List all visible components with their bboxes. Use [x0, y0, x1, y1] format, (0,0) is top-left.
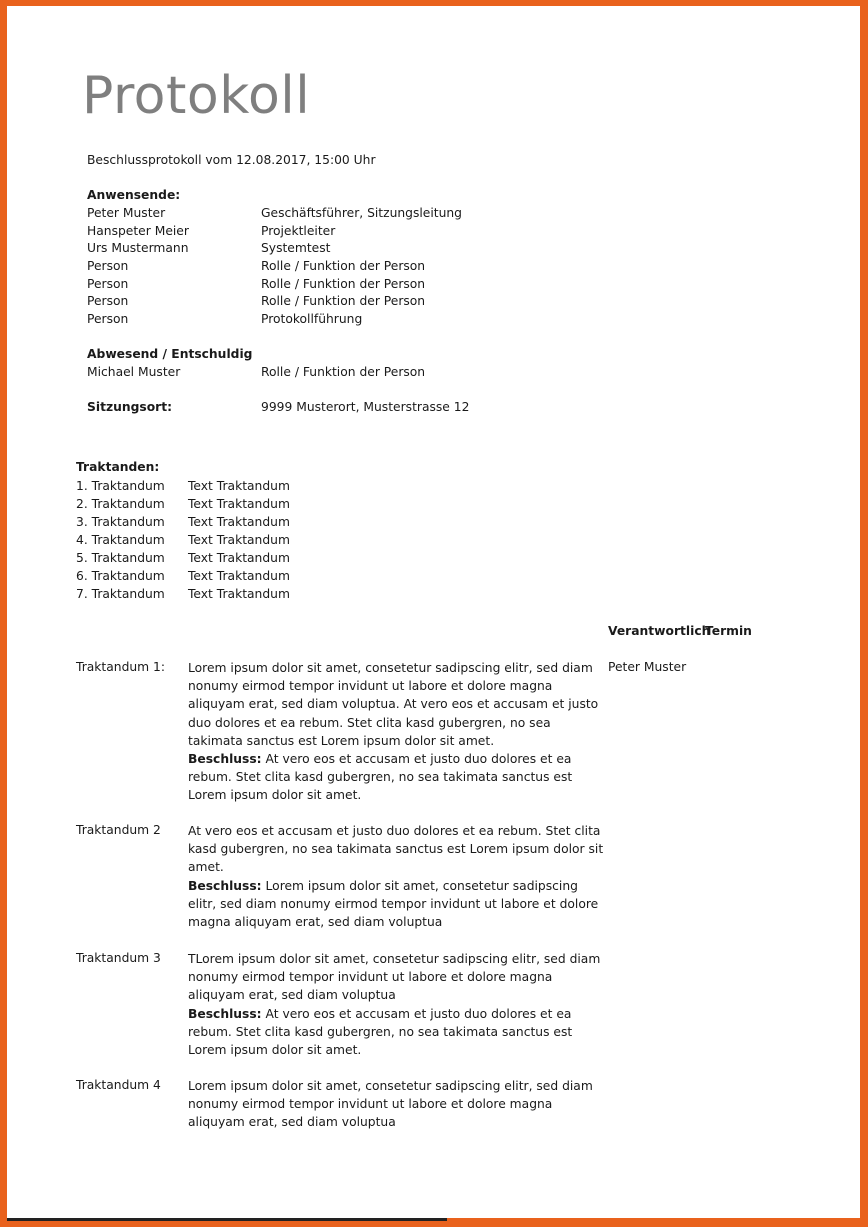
decision-text: At vero eos et accusam et justo duo dolores et ea rebum. Stet clita kasd gubergren, no sea takimata sanctus est Lorem ipsum dolor sit amet.	[188, 1006, 573, 1058]
decision-label: Beschluss:	[188, 878, 262, 893]
entry-text: TLorem ipsum dolor sit amet, consetetur sadipscing elitr, sed diam nonumy eirmod tempor invidunt ut labore et dolore magna aliquyam erat, sed diam voluptua	[188, 952, 601, 1003]
present-role: Systemtest	[261, 241, 331, 255]
present-name: Peter Muster	[87, 206, 166, 220]
present-heading: Anwensende:	[87, 188, 181, 202]
present-name: Urs Mustermann	[87, 241, 189, 255]
present-role: Rolle / Funktion der Person	[261, 259, 426, 273]
present-role: Geschäftsführer, Sitzungsleitung	[261, 206, 462, 220]
absent-heading: Abwesend / Entschuldig	[87, 347, 253, 361]
entry-body	[188, 822, 608, 931]
present-role: Protokollführung	[261, 312, 363, 326]
decision-text: At vero eos et accusam et justo duo dolores et ea rebum. Stet clita kasd gubergren, no sea takimata sanctus est Lorem ipsum dolor sit amet.	[188, 752, 573, 803]
present-name: Person	[87, 259, 129, 273]
column-header-deadline: Termin	[705, 624, 752, 638]
present-role: Rolle / Funktion der Person	[261, 277, 426, 291]
page-title: Protokoll	[82, 66, 311, 126]
page-bottom-rule	[7, 1218, 447, 1221]
agenda-item-text: Text Traktandum	[188, 497, 290, 511]
location-value: 9999 Musterort, Musterstrasse 12	[261, 400, 470, 414]
agenda-heading: Traktanden:	[76, 460, 160, 474]
present-name: Person	[87, 294, 129, 308]
entry-label: Traktandum 4	[76, 1078, 161, 1092]
entry-body	[188, 950, 608, 1059]
agenda-item-text: Text Traktandum	[188, 587, 290, 601]
present-name: Person	[87, 277, 129, 291]
entry-body	[188, 1077, 608, 1132]
present-role: Rolle / Funktion der Person	[261, 294, 426, 308]
agenda-item-number: 5. Traktandum	[76, 551, 165, 565]
agenda-item-number: 7. Traktandum	[76, 587, 165, 601]
present-name: Hanspeter Meier	[87, 224, 189, 238]
agenda-item-number: 2. Traktandum	[76, 497, 165, 511]
decision-text: Lorem ipsum dolor sit amet, consetetur sadipscing elitr, sed diam nonumy eirmod tempor invidunt ut labore et dolore magna aliquyam erat, sed diam voluptua	[188, 878, 599, 930]
location-label: Sitzungsort:	[87, 400, 173, 414]
entry-label: Traktandum 1:	[76, 660, 166, 674]
entry-body	[188, 659, 608, 805]
entry-label: Traktandum 2	[76, 823, 161, 837]
present-role: Projektleiter	[261, 224, 336, 238]
agenda-item-number: 6. Traktandum	[76, 569, 165, 583]
agenda-item-number: 3. Traktandum	[76, 515, 165, 529]
agenda-item-text: Text Traktandum	[188, 569, 290, 583]
protocol-subtitle: Beschlussprotokoll vom 12.08.2017, 15:00 Uhr	[87, 153, 376, 167]
entry-text: At vero eos et accusam et justo duo dolores et ea rebum. Stet clita kasd gubergren, no sea takimata sanctus est Lorem ipsum dolor sit amet.	[188, 824, 604, 875]
agenda-item-text: Text Traktandum	[188, 515, 290, 529]
entry-text: Lorem ipsum dolor sit amet, consetetur sadipscing elitr, sed diam nonumy eirmod tempor invidunt ut labore et dolore magna aliquyam erat, sed diam voluptua	[188, 1079, 593, 1130]
agenda-item-number: 4. Traktandum	[76, 533, 165, 547]
decision-label: Beschluss:	[188, 1006, 262, 1021]
document-page	[7, 6, 860, 1218]
entry-responsible: Peter Muster	[608, 660, 687, 674]
decision-label: Beschluss:	[188, 752, 262, 767]
agenda-item-text: Text Traktandum	[188, 551, 290, 565]
agenda-item-text: Text Traktandum	[188, 479, 290, 493]
present-name: Person	[87, 312, 129, 326]
absent-name: Michael Muster	[87, 365, 181, 379]
absent-role: Rolle / Funktion der Person	[261, 365, 426, 379]
entry-text: Lorem ipsum dolor sit amet, consetetur sadipscing elitr, sed diam nonumy eirmod tempor invidunt ut labore et dolore magna aliquyam erat, sed diam voluptua. At vero eos et accusam et justo duo dolores et ea rebum. Stet clita kasd gubergren, no sea takimata sanctus est Lorem ipsum dolor sit amet.	[188, 661, 599, 748]
entry-label: Traktandum 3	[76, 951, 161, 965]
agenda-item-text: Text Traktandum	[188, 533, 290, 547]
column-header-responsible: Verantwortlich	[608, 624, 711, 638]
agenda-item-number: 1. Traktandum	[76, 479, 165, 493]
